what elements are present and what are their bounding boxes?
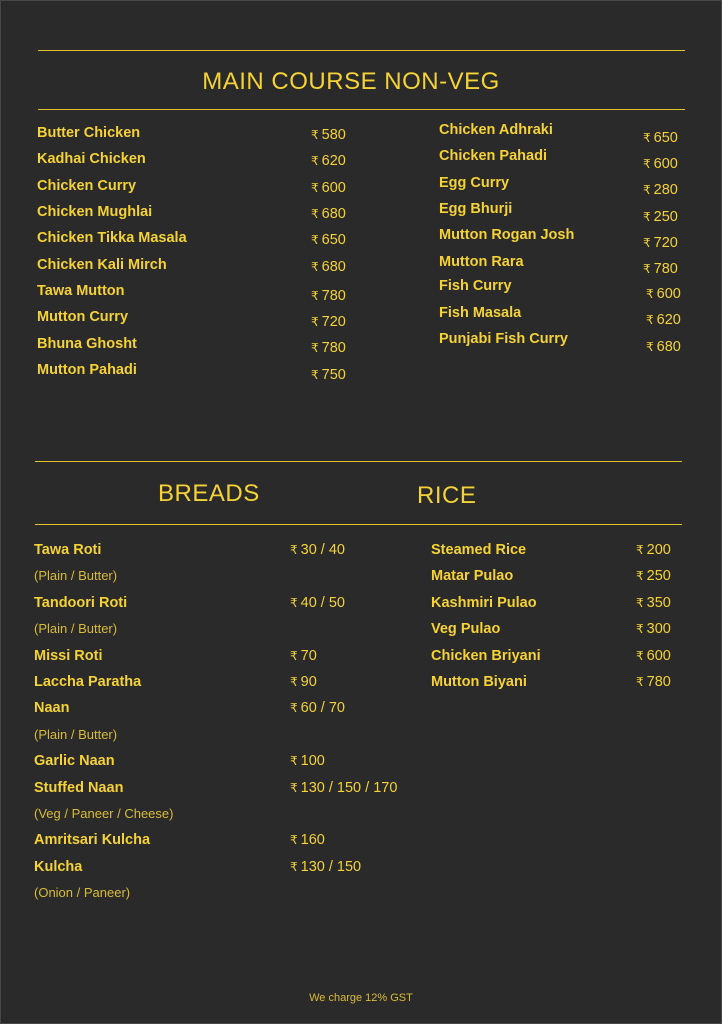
rupee-symbol: ₹: [311, 289, 319, 303]
menu-item-name: Veg Pulao: [431, 621, 501, 638]
rupee-symbol: ₹: [311, 128, 319, 142]
menu-item-price: [311, 152, 346, 170]
gst-footer-note: We charge 12% GST: [309, 992, 413, 1004]
menu-item-price: [311, 205, 346, 223]
menu-item-price: [290, 647, 317, 665]
rupee-symbol: ₹: [646, 313, 654, 327]
rupee-symbol: ₹: [646, 340, 654, 354]
price-value: 600: [656, 286, 681, 302]
price-value: 780: [321, 340, 346, 356]
price-value: 580: [321, 127, 346, 143]
rupee-symbol: ₹: [643, 183, 651, 197]
rupee-symbol: ₹: [643, 210, 651, 224]
price-value: 350: [646, 594, 671, 611]
breads-rice-bottom-rule: [35, 524, 682, 525]
menu-item-price: [311, 313, 346, 331]
menu-item-price: [311, 339, 346, 357]
menu-item-price: [643, 129, 678, 147]
menu-item-name: Chicken Mughlai: [37, 204, 153, 220]
rupee-symbol: ₹: [636, 569, 644, 584]
rupee-symbol: ₹: [290, 595, 298, 610]
price-value: 160: [300, 832, 325, 849]
price-value: 780: [653, 261, 678, 277]
menu-item-name: Kadhai Chicken: [37, 151, 146, 167]
rice-title: RICE: [417, 482, 477, 509]
rupee-symbol: ₹: [643, 262, 651, 276]
price-value: 620: [321, 153, 346, 169]
menu-item-price: [290, 594, 345, 612]
price-value: 780: [321, 288, 346, 304]
price-value: 720: [321, 314, 346, 330]
rupee-symbol: ₹: [290, 833, 298, 848]
menu-item-name: Mutton Curry: [37, 309, 129, 325]
menu-item-name: Fish Masala: [439, 305, 522, 321]
rupee-symbol: ₹: [636, 595, 644, 610]
menu-item-name: Kashmiri Pulao: [431, 594, 537, 611]
menu-item-name: Missi Roti: [34, 647, 103, 664]
price-value: 90: [300, 674, 317, 690]
menu-item-name: Mutton Rara: [439, 254, 524, 270]
price-value: 250: [653, 209, 678, 225]
menu-item-price: [311, 126, 346, 144]
menu-item-name: Tawa Roti: [34, 542, 102, 558]
menu-item-price: [311, 366, 346, 384]
menu-item-name: Fish Curry: [439, 278, 512, 294]
menu-item-price: [290, 699, 345, 717]
rupee-symbol: ₹: [290, 648, 298, 663]
menu-item-name: Matar Pulao: [431, 568, 514, 585]
menu-item-price: [646, 285, 681, 303]
rupee-symbol: ₹: [290, 859, 298, 874]
menu-item-price: [643, 155, 678, 173]
menu-item-name: Chicken Tikka Masala: [37, 230, 187, 246]
menu-item-price: [290, 831, 325, 849]
rupee-symbol: ₹: [636, 622, 644, 637]
rupee-symbol: ₹: [311, 341, 319, 355]
menu-item-price: [311, 287, 346, 305]
rupee-symbol: ₹: [290, 754, 298, 769]
rupee-symbol: ₹: [311, 368, 319, 382]
menu-item-name: Chicken Briyani: [431, 647, 541, 664]
menu-item-price: [636, 673, 671, 691]
menu-item-price: [290, 858, 361, 876]
price-value: 250: [646, 568, 671, 585]
rupee-symbol: ₹: [290, 701, 298, 716]
rupee-symbol: ₹: [643, 236, 651, 250]
menu-item-name: Mutton Pahadi: [37, 362, 137, 378]
breads-title: BREADS: [158, 480, 260, 507]
rupee-symbol: ₹: [643, 157, 651, 171]
menu-item-name: Amritsari Kulcha: [34, 832, 151, 849]
menu-item-name: Naan: [34, 700, 70, 717]
menu-item-name: Laccha Paratha: [34, 674, 142, 690]
rupee-symbol: ₹: [646, 287, 654, 301]
menu-item-price: [646, 338, 681, 356]
menu-item-name: Steamed Rice: [431, 542, 527, 558]
menu-item-name: Butter Chicken: [37, 125, 141, 141]
menu-item-price: [636, 620, 671, 638]
rupee-symbol: ₹: [311, 260, 319, 274]
price-value: 30 / 40: [300, 542, 345, 558]
rupee-symbol: ₹: [311, 154, 319, 168]
main-course-bottom-rule: [38, 109, 685, 110]
price-value: 620: [656, 312, 681, 328]
menu-item-name: Tandoori Roti: [34, 594, 128, 611]
price-value: 750: [321, 367, 346, 383]
menu-item-price: [290, 541, 345, 559]
price-value: 600: [646, 647, 671, 664]
menu-item-name: Tawa Mutton: [37, 283, 125, 299]
price-value: 780: [646, 674, 671, 690]
menu-item-price: [636, 541, 671, 559]
menu-item-name: Garlic Naan: [34, 753, 115, 770]
price-value: 680: [321, 206, 346, 222]
menu-item-name: Punjabi Fish Curry: [439, 331, 568, 347]
menu-item-name: Stuffed Naan: [34, 779, 124, 796]
price-value: 130 / 150 / 170: [300, 779, 398, 796]
rupee-symbol: ₹: [311, 181, 319, 195]
menu-item-price: [311, 231, 346, 249]
rupee-symbol: ₹: [290, 780, 298, 795]
menu-item-price: [636, 567, 671, 585]
price-value: 100: [300, 753, 325, 770]
menu-item-note: (Veg / Paneer / Cheese): [34, 806, 174, 821]
price-value: 130 / 150: [300, 858, 362, 875]
main-course-title: MAIN COURSE NON-VEG: [202, 68, 500, 95]
menu-item-note: (Plain / Butter): [34, 568, 118, 584]
menu-item-price: [643, 260, 678, 278]
price-value: 200: [646, 542, 671, 558]
menu-item-price: [643, 234, 678, 252]
menu-item-name: Mutton Rogan Josh: [439, 227, 575, 243]
rupee-symbol: ₹: [311, 233, 319, 247]
price-value: 70: [300, 647, 317, 664]
menu-item-price: [311, 258, 346, 276]
price-value: 600: [653, 156, 678, 172]
menu-item-name: Egg Curry: [439, 175, 510, 191]
menu-item-price: [290, 779, 397, 797]
menu-item-name: Chicken Curry: [37, 178, 137, 194]
rupee-symbol: ₹: [311, 207, 319, 221]
breads-rice-top-rule: [35, 461, 682, 462]
menu-item-price: [646, 311, 681, 329]
rupee-symbol: ₹: [311, 315, 319, 329]
price-value: 680: [656, 339, 681, 355]
menu-item-name: Chicken Pahadi: [439, 148, 547, 164]
menu-item-note: (Onion / Paneer): [34, 885, 131, 901]
menu-item-price: [290, 673, 317, 691]
price-value: 650: [653, 130, 678, 146]
menu-item-note: (Plain / Butter): [34, 726, 118, 742]
price-value: 60 / 70: [300, 700, 345, 717]
menu-item-price: [290, 752, 325, 770]
rupee-symbol: ₹: [636, 675, 644, 689]
menu-item-price: [636, 594, 671, 612]
rupee-symbol: ₹: [290, 543, 298, 557]
rupee-symbol: ₹: [643, 131, 651, 145]
price-value: 650: [321, 232, 346, 248]
rupee-symbol: ₹: [290, 675, 298, 689]
price-value: 680: [321, 259, 346, 275]
menu-item-name: Bhuna Ghosht: [37, 336, 137, 352]
menu-item-name: Kulcha: [34, 858, 83, 875]
price-value: 720: [653, 235, 678, 251]
menu-item-price: [643, 208, 678, 226]
menu-item-name: Chicken Adhraki: [439, 122, 553, 138]
rupee-symbol: ₹: [636, 648, 644, 663]
menu-item-price: [636, 647, 671, 665]
price-value: 300: [646, 621, 671, 638]
menu-item-price: [643, 181, 678, 199]
rupee-symbol: ₹: [636, 543, 644, 557]
main-course-top-rule: [38, 50, 685, 51]
menu-item-price: [311, 179, 346, 197]
menu-item-name: Mutton Biyani: [431, 674, 527, 690]
price-value: 600: [321, 180, 346, 196]
menu-item-name: Egg Bhurji: [439, 201, 513, 217]
menu-item-note: (Plain / Butter): [34, 621, 118, 637]
price-value: 40 / 50: [300, 594, 345, 611]
menu-item-name: Chicken Kali Mirch: [37, 257, 167, 273]
price-value: 280: [653, 182, 678, 198]
